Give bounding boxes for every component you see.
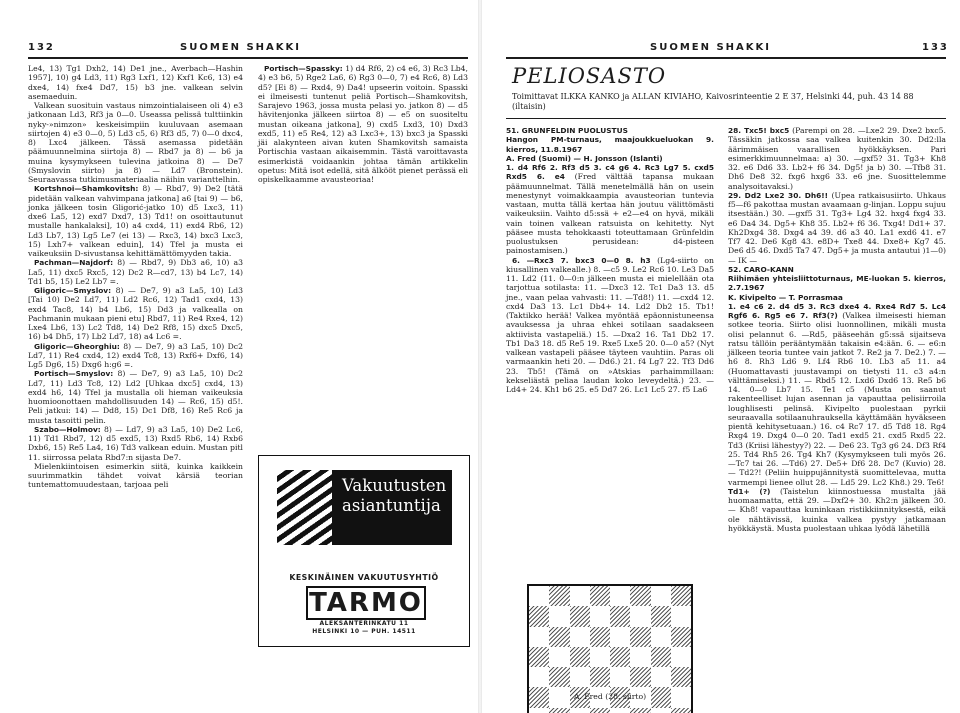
paragraph [728,487,946,533]
board-square [610,606,630,626]
paragraph-text: 1) d4 Rf6, 2) c4 e6, 3) Rc3 Lb4, 4) e3 b6, 5) Rge2 La6, 6) Rg3 0—0, 7) e4 Rc6, 8) Ld3 d5? [Ei 8) — Rxd4, 9) Da4! upseerin voitoin. Spasski ei ilmeisesti tuntenut peliä Portisch—Shamkovitsh, Sarajevo 1963, jossa musta pelasi yo. jatkon 8) — d5 hävitenjonka jälkeen siirtoa 8) — e5 on suositeltu mustan oikeana jatkona], 9) cxd5 Lxd3, 10) Dxd3 exd5, 11) e5 Re4, 12) a3 Lxc3+, 13) bxc3 ja Spasski jäi alakynteen aivan kuten Shamkovitsh samaista Portischia vastaan aikaisemmin. Tästä varoittavasta esimerkistä voidaankin johtaa tämän artikkelin opetus: Mitä isot edellä, sitä älkööt pienet perässä eli opiskelkaamme avausteoriaa! [258,64,468,184]
board-square [630,627,650,647]
board-square [630,708,650,713]
insurance-advertisement [258,455,470,647]
ad-address-line-1: ALEKSANTERINKATU 11 [319,620,409,627]
paragraph [506,154,714,163]
running-title-right: SUOMEN SHAKKI [650,41,771,53]
board-square [610,586,630,606]
game-heading: 51. GRUNFELDIN PUOLUSTUS [506,126,628,135]
paragraph [28,425,243,462]
board-square [610,708,630,713]
ad-logo: TARMO [306,586,426,620]
game-heading: Portisch—Spassky: [264,64,343,73]
board-square [570,627,590,647]
ad-tagline [332,470,452,545]
board-square [590,708,610,713]
board-square [590,606,610,626]
paragraph [28,462,243,490]
board-square [630,667,650,687]
board-square [590,586,610,606]
board-square [671,647,691,667]
right-column-2 [728,126,946,706]
editor-line: Toimittavat ILKKA KANKO ja ALLAN KIVIAHO, Kaivosrinteentie 2 E 37, Helsinki 44, puh. 43 14 88 (iltaisin) [512,92,914,111]
page-number-left: 132 [28,41,55,53]
paragraph-text: Mielenkiintoisen esimerkin siitä, kuinka kaikkein suurimmatkin tähdet voivat kärsiä teorian tuntemattomuudestaan, tarjoaa peli [28,461,243,490]
paragraph [728,191,946,265]
paragraph-text: (Taistelun kiinnostuessa mustalta jää huomaamatta, että 29. —Dxf2+ 30. Kh2:n jälkeen 30. — Kh8! vapauttaa kuninkaan ristikkiinnityksestä, eikä ole nähtävissä, kuinka valkea pystyy jatkamaan hyökkäystä. Musta puolestaan uhkaa lyödä lähetillä [728,486,946,533]
section-title: PELIOSASTO [512,64,667,88]
board-square [549,647,569,667]
paragraph-text: (Upea ratkaisusiirto. Uhkaus f5—f6 pakottaa mustan avaamaan g-linjan. Loppu sujuu itsestään.) 30. —gxf5 31. Tg3+ Lg4 32. hxg4 fxg4 33. e6 Da4 34. Dg5+ Kh8 35. Lb2+ f6 36. Txg4! Dd1+ 37. Kh2Dxg4 38. Dxg4 a4 39. d6 a3 40. La1 exd6 41. e7 Tf7 42. De6 Kg8 43. e8D+ Txe8 44. Dxe8+ Kg7 45. De6 d5 46. Dxd5 Ta7 47. Dg5+ ja musta antautui )1—0) — IK — [728,190,946,265]
paragraph-text: Valkean suosituin vastaus nimzointialaiseen oli 4) e3 jatkonaan Ld3, Rf3 ja 0—0. Useassa pelissä tulttiinkin nyky-»nimzon» keskeisimpiin kuuluvaan asemaan siirtojen 4) e3 0—0, 5) Ld3 c5, 6) Rf3 d5, 7) 0—0 dxc4, 8) Lxc4 jälkeen. Tässä asemassa pidetään päämuunnelmina siirtoja 8) — Rbd7 ja 8) — b6 ja muina kysymykseen tulevina jatkoina 8) — De7 (Smyslovin siirto) ja 8) — Ld7 (Bronstein). Seuraavassa tutkimusmateriaalia näihin varianttelhin. [28,101,243,184]
game-heading: K. Kivipelto — T. Porrasmaa [728,292,843,302]
paragraph [506,126,714,135]
paragraph [728,274,946,293]
paragraph [258,64,468,184]
ad-company-name: KESKINÄINEN VAKUUTUSYHTIÖ [289,573,439,582]
board-square [549,586,569,606]
game-heading: 1. d4 Rf6 2. Rf3 d5 3. c4 g6 4. Rc3 Lg7 5. cxd5 Rxd5 6. e4 [506,163,714,182]
board-square [549,606,569,626]
game-heading: Kortshnoi—Shamkovitsh: [34,184,139,194]
game-heading: Td1+ (?) [728,486,771,496]
paragraph [728,126,946,191]
paragraph-text: 8) — Rbd7, 9) Db3 a6, 10) a3 La5, 11) dxc5 Rxc5, 12) Dc2 R—cd7, 13) b4 Lc7, 14) Td1 b5, 15) Le2 Lb7 =. [28,258,243,286]
left-column-2 [258,64,468,444]
paragraph [28,64,243,101]
paragraph [28,258,243,286]
board-square [630,647,650,667]
board-square [529,586,549,606]
board-square [671,708,691,713]
running-title-left: SUOMEN SHAKKI [180,41,301,53]
board-square [651,667,671,687]
board-square [549,708,569,713]
right-column-1 [506,126,714,591]
board-square [529,627,549,647]
paragraph [28,342,243,370]
game-heading: 52. CARO-KANN [728,264,794,274]
board-square [590,647,610,667]
paragraph [28,184,243,258]
game-heading: Szabo—Holmov: [34,424,101,434]
paragraph [28,286,243,342]
board-square [549,667,569,687]
board-square [610,647,630,667]
paragraph-text: 8) — De7, 9) a3 La5, 10) Dc2 Ld7, 11) Re4 cxd4, 12) exd4 Tc8, 13) Rxf6+ Dxf6, 14) Lg5 Dg6, 15) Dxg6 h:g6 =. [28,341,243,369]
board-square [570,606,590,626]
paragraph-text: Le4, 13) Tg1 Dxh2, 14) De1 jne., Averbach—Hashin 1957], 10) g4 Ld3, 11) Rg3 Lxf1, 12) Kxf1 Kc6, 13) e4 dxe4, 14) fxe4 Dd7, 15) b3 jne. valkean selvin asemaeduin. [28,64,243,101]
ad-address-line-2: HELSINKI 10 — PUH. 14511 [312,628,416,635]
paragraph-text: 8) — De7, 9) a3 La5, 10) Dc2 Ld7, 11) Ld3 Tc8, 12) Ld2 [Uhkaa dxc5] cxd4, 13) exd4 h6, 14) Tfel ja mustalla oli hieman vaikeuksia huomioonottaen mahdollisuuden 14) — Rc6, 15) d5!. Peli jatkui: 14) — Dd8, 15) Dc1 Df8, 16) Re5 Rc6 ja musta tasoitti pelin. [28,369,243,425]
paragraph [506,135,714,154]
board-square [651,606,671,626]
game-heading: A. Fred (Suomi) — H. Jonsson (Islanti) [506,153,663,163]
paragraph-text: 8) — Rbd7, 9) De2 [tätä pidetään valkean vahvimpana jatkona] a6 [tai 9) — b6, jonka jälkeen tosin Gligorić-jatko 10) d5 Lxc3, 11) dxe6 La5, 12) exd7 Dxd7, 13) Td1! on osoittautunut mustalle hankalaksi], 10) a4 cxd4, 11) exd4 Rb6, 12) Ld3 Lb7, 13) Lg5 Le7 (ei 13) — Rxc3, 14) bxc3 Lxc3, 15) Lxh7+ valkean eduin], 14) Tfel ja musta ei vaikeuksiin D-sivustansa kehittämättömyyden takia. [28,184,243,258]
board-square [610,627,630,647]
page-number-right: 133 [922,41,949,53]
board-square [590,627,610,647]
game-heading: Gligoric—Smyslov: [34,286,112,295]
board-square [529,647,549,667]
header-rule-right [506,57,946,59]
board-square [671,586,691,606]
right-page [482,0,960,713]
left-page [0,0,478,713]
game-heading: 29. Dd2 Lxe2 30. Dh6!! [728,190,829,200]
board-square [529,667,549,687]
board-square [590,667,610,687]
board-square [651,627,671,647]
diagram-caption: A. Fred (28. siirto) [573,692,647,701]
game-heading: Riihimäen yhteisliittoturnaus, ME-luokan 5. kierros, 2.7.1967 [728,274,946,293]
paragraph [28,369,243,425]
game-heading: 28. Txc5! bxc5 [728,126,790,135]
paragraph [728,265,946,274]
game-heading: Pachman—Najdorf: [34,258,114,268]
board-square [651,708,671,713]
paragraph-text: (Parempi on 28. —Lxe2 29. Dxe2 bxc5. Tässäkin jatkossa saa valkea kuitenkin 30. Dd2:lla äärimmäisen vaarallisen hyökkäyksen. Pari esimerkkimuunnelmaa: a) 30. —gxf5? 31. Tg3+ Kh8 32. e6 Dd6 33. Lb2+ f6 34. Dg5! ja b) 30. —Tfb8 31. Dh6 De8 32. fxg6 hxg6 33. e6 jne. Suosittelemme analysoitavaksi.) [728,126,946,191]
board-square [630,606,650,626]
board-square [549,627,569,647]
paragraph-text: 8) — De7, 9) a3 La5, 10) Ld3 [Tai 10) De2 Ld7, 11) Ld2 Rc6, 12) Tad1 cxd4, 13) exd4 Tac8, 14) b4 Lb6, 15) Dd3 ja valkealla on Pachmanin mukaan pieni etu] Rbd7, 11) Re4 Rxe4, 12) Lxe4 Lb6, 13) Lc2 Td8, 14) De2 Rf8, 15) dxc5 Dxc5, 16) b4 Dh5, 17) Lb2 Ld7, 18) a4 Lc6 =. [28,286,243,342]
paragraph [28,101,243,184]
header-rule-left [28,57,468,59]
game-heading: 1. e4 c6 2. d4 d5 3. Rc3 dxe4 4. Rxe4 Rd7 5. Lc4 Rgf6 6. Rg5 e6 7. Rf3(?) [728,301,946,320]
paragraph [728,302,946,487]
paragraph-text: 8) — Ld7, 9) a3 La5, 10) De2 Lc6, 11) Td1 Rbd7, 12) d5 exd5, 13) Rxd5 Rb6, 14) Rxb6 Dxb6, 15) Re5 La4, 16) Td3 valkean eduin. Mustan pitl 11. siirrossa pelata Rbd7:n sijasta De7. [28,424,243,462]
game-heading: Gligoric—Gheorghiu: [34,341,120,351]
board-square [610,667,630,687]
left-column-1 [28,64,243,704]
paragraph-text: (Fred välttää tapansa mukaan päämuunnelmat. Tällä menetelmällä hän on usein menestynyt voimakkaampia avausteorian tuntevia vastaan, mutta tällä kertaa hän joutuu välittömästi vaikeuksiin. Vaihto d5:ssä + e2—e4 on hyvä, mikäli vain toinen valkean ratsuista on kehitetty. Nyt pääsee musta tehokkaasti toteuttamaan Grünfeldin puolustuksen perusidean: d4-pisteen painostamisen.) [506,172,714,256]
ad-banner [277,470,451,545]
game-heading: Hangon PM-turnaus, maajoukkueluokan 9. kierros, 11.8.1967 [506,135,714,154]
paragraph [506,163,714,256]
ad-tagline-line-2: asiantuntija [342,496,441,515]
board-square [570,667,590,687]
ad-address [259,620,469,636]
ad-stripes-graphic [277,470,337,545]
board-square [671,627,691,647]
ad-tagline-line-1: Vakuutusten [342,476,447,495]
paragraph [506,256,714,395]
board-square [630,586,650,606]
board-square [570,586,590,606]
game-heading: 6. —Rxc3 7. bxc3 0—0 8. h3 [512,255,651,265]
paragraph-text: (Lg4-siirto on kiusallinen valkealle.) 8. —c5 9. Le2 Rc6 10. Le3 Da5 11. Ld2 (11. 0—0:n jälkeen musta ei mielellään ota tarjottua sotilasta: 11. —Dxc3 12. Tc1 Da3 13. d5 jne., vaan pelaa vahvasti: 11. —Td8!) 11. —cxd4 12. cxd4 Da3 13. Lc1 Db4+ 14. Ld2 Db2 15. Tb1! (Taktikko herää! Valkea myöntää epäonnistuneensa avauksessa ja uhraa ehkei sotilaan saadakseen aktiivista vastapeliä.) 15. —Dxa2 16. Ta1 Db2 17. Tb1 Da3 18. d5 Re5 19. Rxe5 Lxe5 20. 0—0 a5? (Nyt valkean vastapeli pääsee täyteen vauhtiin. Paras oli varmaankin heti 20. — Dd6.) 21. f4 Lg7 22. Tf3 Dd6 23. Tb5! (Tämä on »Atskias parhaimmillaan: kekseliästä peliaa laudan koko leveydeltä.) 23. —Ld4+ 24. Kh1 b6 25. e5 Dd7 26. Lc1 Lc5 27. f5 La6 [506,255,714,394]
board-square [651,647,671,667]
paragraph [728,293,946,302]
board-square [651,586,671,606]
board-square [529,708,549,713]
board-square [671,667,691,687]
board-square [529,606,549,626]
game-heading: Portisch—Smyslov: [34,369,114,379]
board-square [570,708,590,713]
board-square [671,606,691,626]
board-square [570,647,590,667]
paragraph-text: (Valkea ilmeisesti hieman sotkee teoria. Siirto olisi luonnollinen, mikäli musta olisi pelannut 6. —Rd5, pääseehän g5:ssä sijaitseva ratsu tällöin perääntymään takaisin e4:ään. 6. — e6:n jälkeen teoria tuntee vain jatkot 7. Re2 ja 7. De2.) 7. — h6 8. Rh3 Ld6 9. Lf4 Rb6 10. Lb3 a5 11. a4 (Huomattavasti juustavampi on tietysti 11. c3 a4:n välttämiseksi.) 11. — Rbd5 12. Lxd6 Dxd6 13. Re5 b6 14. 0—0 Lb7 15. Te1 c5 (Musta on saanut rakenteelliset lujan asennan ja vapauttaa pelisiirroila loughlisesti pelinsä. Kivipelto puolestaan pyrkii seuraavalla sotilaanuhrauksella käyttämään hyväkseen pientä kehitysetuaan.) 16. c4 Rc7 17. d5 Td8 18. Rg4 Rxg4 19. Dxg4 0—0 20. Tad1 exd5 21. cxd5 Rxd5 22. Td3 (Kriisi lähestyy?) 22. — De6 23. Tg3 g6 24. Df3 Rf4 25. Td4 Rh5 26. Tg4 Kh7 (Kysymykseen tuli myös 26. —Tc7 tai 26. —Td6) 27. De5+ Df6 28. Dc7 (Kuvio) 28. — Td2?! (Peliin huippujännitystä suomittelevaa, mutta varmempi lienee ollut 28. — Ld5 29. Lc2 Kh8.) 29. Te6! [728,311,946,487]
section-rule [506,118,946,119]
